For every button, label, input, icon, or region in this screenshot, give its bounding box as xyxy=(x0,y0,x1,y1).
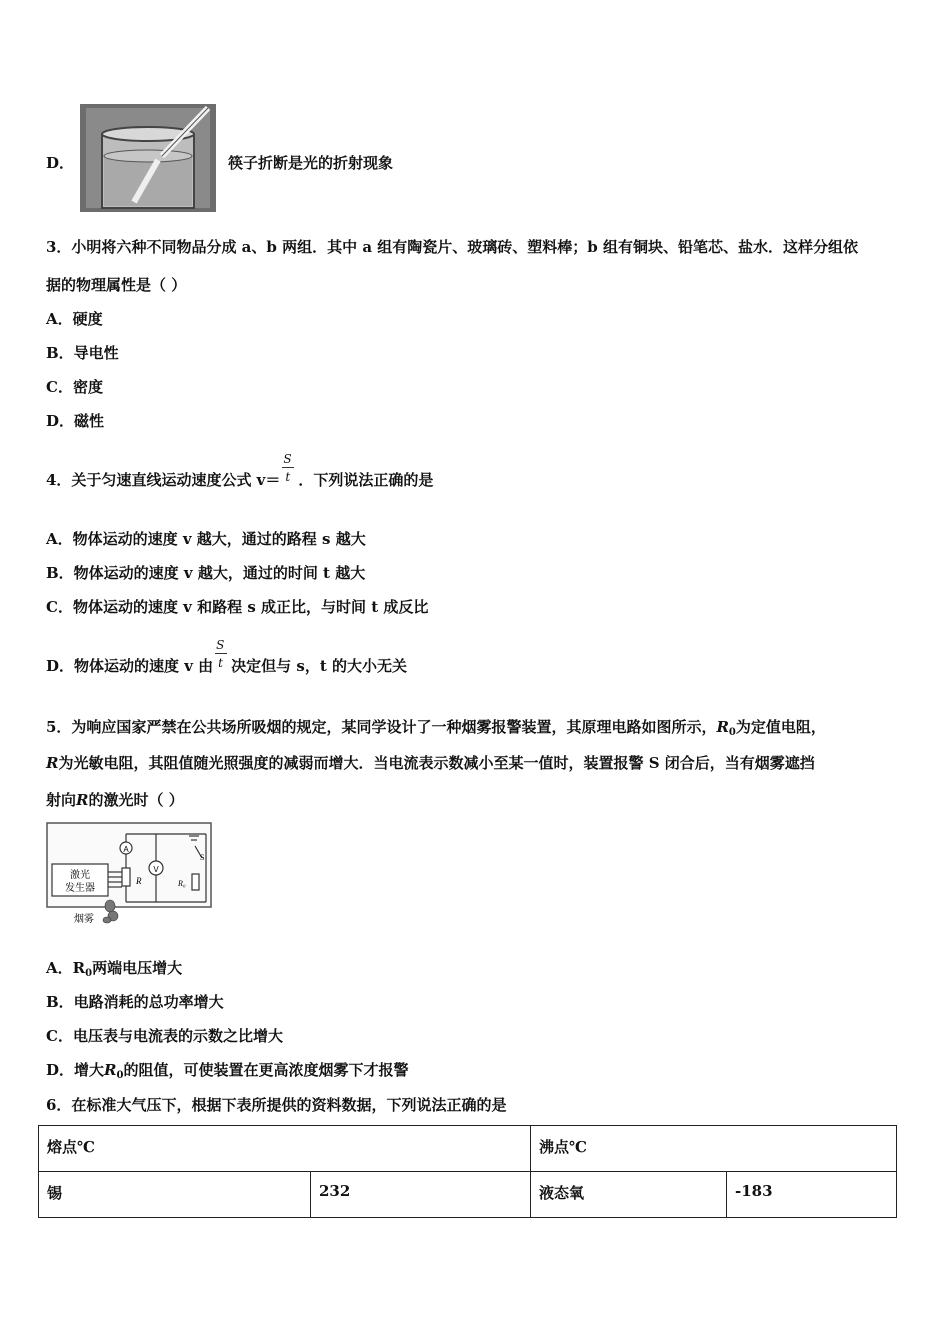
q5-option-a-post: 两端电压增大 xyxy=(92,959,183,977)
smoke-alarm-circuit-diagram xyxy=(46,822,214,926)
q5-stem-line1 xyxy=(46,716,826,738)
smoke-label: 烟雾 xyxy=(74,914,94,925)
fraction-bar xyxy=(215,653,227,654)
cell-substance: 液态氧 xyxy=(539,1184,585,1202)
ammeter-label: A xyxy=(123,845,129,854)
q3-option-b: B．导电性 xyxy=(46,344,119,362)
fraction-denominator: t xyxy=(285,470,291,484)
q5-l1-pre: 5．为响应国家严禁在公共场所吸烟的规定，某同学设计了一种烟雾报警装置，其原理电路如图所示， xyxy=(46,718,717,736)
r-symbol: R xyxy=(104,1061,117,1079)
q5-option-a-pre: A．R xyxy=(46,959,86,977)
r-symbol: R xyxy=(716,718,729,736)
subscript-zero: 0 xyxy=(728,727,736,738)
q4-option-b: B．物体运动的速度 v 越大，通过的时间 t 越大 xyxy=(46,564,366,582)
r-symbol: R xyxy=(46,754,59,772)
fraction-numerator: S xyxy=(283,452,292,466)
q5-stem-line2 xyxy=(46,752,815,773)
q4-stem xyxy=(46,452,434,491)
q3-option-c: C．密度 xyxy=(46,378,103,396)
q3-option-a: A．硬度 xyxy=(46,310,103,328)
table-row xyxy=(39,1172,897,1218)
header-boiling-point xyxy=(531,1126,897,1172)
q3-option-d: D．磁性 xyxy=(46,412,105,430)
fixed-resistor-label: R₀ xyxy=(178,879,186,888)
cell-melting-value: 232 xyxy=(319,1182,351,1200)
cell-substance: 锡 xyxy=(47,1184,63,1202)
photoresistor-label: R xyxy=(136,876,142,886)
table-cell xyxy=(531,1172,727,1218)
q4-option-d xyxy=(46,638,407,677)
q5-option-b: B．电路消耗的总功率增大 xyxy=(46,993,224,1011)
q5-l1-post: 为定值电阻， xyxy=(735,718,826,736)
q5-option-d-pre: D．增大 xyxy=(46,1061,105,1079)
q4-option-c: C．物体运动的速度 v 和路程 s 成正比，与时间 t 成反比 xyxy=(46,598,429,616)
q3-stem-line1: 3．小明将六种不同物品分成 a、b 两组．其中 a 组有陶瓷片、玻璃砖、塑料棒；b 组有铜块、铅笔芯、盐水．这样分组依 xyxy=(46,238,858,256)
q3-stem-line2: 据的物理属性是（ ） xyxy=(46,276,187,294)
q5-l3-post: 的激光时（ ） xyxy=(88,791,184,809)
q2-option-d-text: 筷子折断是光的折射现象 xyxy=(228,154,394,172)
voltmeter-label: V xyxy=(153,865,159,874)
q4-formula-fraction xyxy=(282,452,296,491)
subscript-zero: 0 xyxy=(116,1070,124,1081)
chopstick-refraction-image xyxy=(80,104,216,212)
q4-option-d-fraction xyxy=(215,638,229,677)
q5-stem-line3 xyxy=(46,789,184,810)
q5-option-d xyxy=(46,1059,408,1081)
header-melting-point xyxy=(39,1126,531,1172)
q5-option-c: C．电压表与电流表的示数之比增大 xyxy=(46,1027,283,1045)
q6-data-table xyxy=(38,1125,897,1218)
q4-stem-post: ．下列说法正确的是 xyxy=(298,471,434,489)
q5-l2-post: 为光敏电阻，其阻值随光照强度的减弱而增大．当电流表示数减小至某一值时，装置报警 S 闭合后，当有烟雾遮挡 xyxy=(58,754,815,772)
q2-option-d-label: D． xyxy=(46,154,75,172)
table-cell xyxy=(39,1172,311,1218)
fraction-numerator: S xyxy=(216,638,225,652)
q5-l3-pre: 射向 xyxy=(46,791,77,809)
table-cell xyxy=(727,1172,897,1218)
laser-label-line2: 发生器 xyxy=(65,883,95,894)
fraction-bar xyxy=(282,467,294,468)
header-boiling-text: 沸点℃ xyxy=(539,1138,587,1156)
r-symbol: R xyxy=(76,791,89,809)
q5-option-a xyxy=(46,957,182,979)
header-melting-text: 熔点℃ xyxy=(47,1138,95,1156)
table-cell xyxy=(311,1172,531,1218)
cell-boiling-value: -183 xyxy=(735,1182,773,1200)
laser-label-line1: 激光 xyxy=(70,870,90,881)
fraction-denominator: t xyxy=(218,656,223,670)
q5-option-d-post: 的阻值，可使装置在更高浓度烟雾下才报警 xyxy=(123,1061,409,1079)
q4-option-a: A．物体运动的速度 v 越大，通过的路程 s 越大 xyxy=(46,530,366,548)
q4-option-d-post: 决定但与 s，t 的大小无关 xyxy=(231,657,407,675)
table-row xyxy=(39,1126,897,1172)
q6-stem: 6．在标准大气压下，根据下表所提供的资料数据，下列说法正确的是 xyxy=(46,1096,507,1114)
q4-option-d-pre: D．物体运动的速度 v 由 xyxy=(46,657,214,675)
subscript-zero: 0 xyxy=(85,968,93,979)
q4-stem-pre: 4．关于匀速直线运动速度公式 v＝ xyxy=(46,471,281,489)
switch-label: S xyxy=(200,853,205,862)
